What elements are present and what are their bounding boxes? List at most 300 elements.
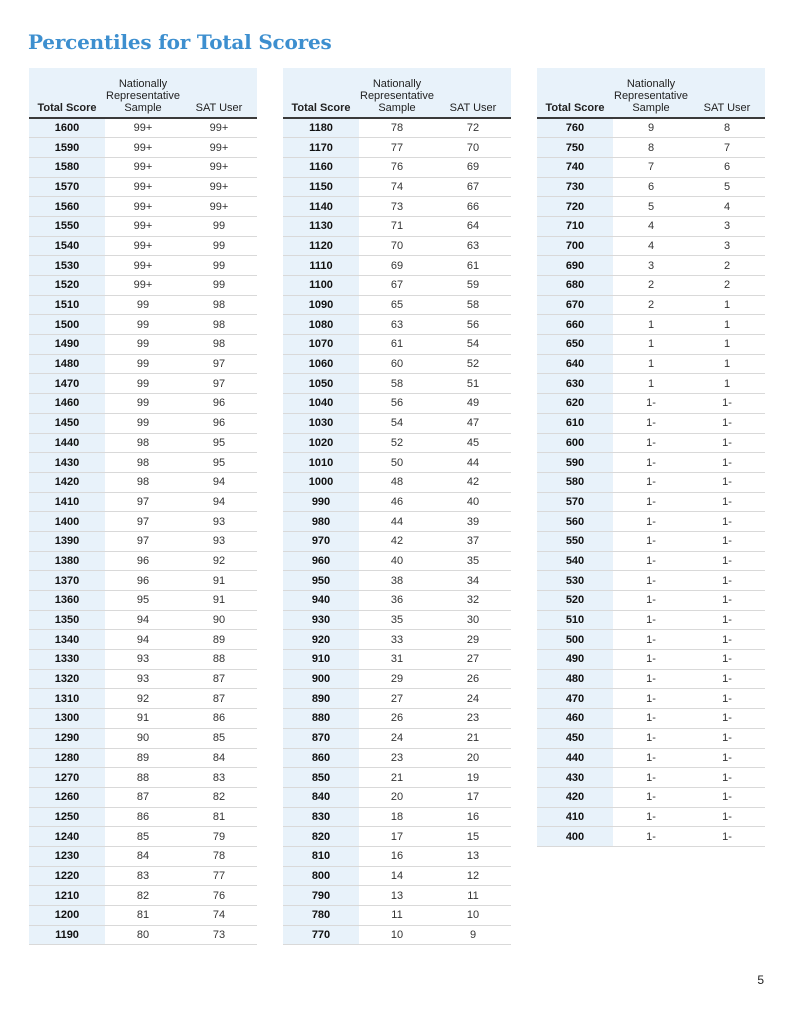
sat-user-cell: 58 — [435, 295, 511, 315]
sat-user-cell: 1- — [689, 453, 765, 473]
total-score-cell: 550 — [537, 531, 613, 551]
sat-user-cell: 21 — [435, 728, 511, 748]
total-score-cell: 1510 — [29, 295, 105, 315]
table-header-row — [283, 68, 511, 118]
national-sample-cell: 50 — [359, 453, 435, 473]
national-sample-cell: 20 — [359, 787, 435, 807]
national-sample-cell: 1- — [613, 551, 689, 571]
national-sample-cell: 99 — [105, 394, 181, 414]
table-row — [537, 630, 765, 650]
sat-user-cell: 19 — [435, 768, 511, 788]
table-row — [283, 216, 511, 236]
total-score-cell: 420 — [537, 787, 613, 807]
total-score-cell: 910 — [283, 650, 359, 670]
national-sample-cell: 11 — [359, 906, 435, 926]
table-row — [283, 472, 511, 492]
table-row — [537, 689, 765, 709]
table-row — [283, 846, 511, 866]
table-row — [29, 728, 257, 748]
page-number: 5 — [757, 973, 764, 987]
total-score-cell: 1120 — [283, 236, 359, 256]
total-score-cell: 1320 — [29, 669, 105, 689]
total-score-cell: 630 — [537, 374, 613, 394]
national-sample-cell: 54 — [359, 413, 435, 433]
table-row — [283, 866, 511, 886]
table-row — [283, 669, 511, 689]
table-row — [29, 354, 257, 374]
national-sample-cell: 1- — [613, 394, 689, 414]
table-row — [283, 492, 511, 512]
table-row — [29, 335, 257, 355]
total-score-cell: 740 — [537, 157, 613, 177]
sat-user-cell: 83 — [181, 768, 257, 788]
total-score-cell: 580 — [537, 472, 613, 492]
total-score-cell: 1300 — [29, 709, 105, 729]
total-score-cell: 1210 — [29, 886, 105, 906]
total-score-cell: 570 — [537, 492, 613, 512]
sat-user-cell: 97 — [181, 374, 257, 394]
table-row — [283, 827, 511, 847]
total-score-cell: 600 — [537, 433, 613, 453]
national-sample-cell: 63 — [359, 315, 435, 335]
national-sample-cell: 7 — [613, 157, 689, 177]
table-row — [29, 157, 257, 177]
sat-user-cell: 93 — [181, 512, 257, 532]
sat-user-cell: 67 — [435, 177, 511, 197]
sat-user-cell: 87 — [181, 669, 257, 689]
total-score-cell: 1250 — [29, 807, 105, 827]
national-sample-cell: 90 — [105, 728, 181, 748]
sat-user-cell: 16 — [435, 807, 511, 827]
national-sample-cell: 1- — [613, 453, 689, 473]
sat-user-cell: 98 — [181, 295, 257, 315]
total-score-cell: 510 — [537, 610, 613, 630]
sat-user-cell: 8 — [689, 118, 765, 138]
total-score-cell: 1240 — [29, 827, 105, 847]
table-header-row — [29, 68, 257, 118]
table-row — [29, 433, 257, 453]
sat-user-cell: 79 — [181, 827, 257, 847]
sat-user-cell: 61 — [435, 256, 511, 276]
sat-user-cell: 24 — [435, 689, 511, 709]
sat-user-cell: 6 — [689, 157, 765, 177]
sat-user-cell: 88 — [181, 650, 257, 670]
national-sample-cell: 60 — [359, 354, 435, 374]
sat-user-cell: 1 — [689, 354, 765, 374]
table-row — [29, 748, 257, 768]
total-score-cell: 900 — [283, 669, 359, 689]
total-score-cell: 1310 — [29, 689, 105, 709]
sat-user-cell: 1- — [689, 591, 765, 611]
national-sample-cell: 21 — [359, 768, 435, 788]
total-score-cell: 1400 — [29, 512, 105, 532]
total-score-cell: 970 — [283, 531, 359, 551]
table-row — [537, 827, 765, 847]
total-score-cell: 640 — [537, 354, 613, 374]
total-score-cell: 590 — [537, 453, 613, 473]
national-sample-cell: 97 — [105, 512, 181, 532]
national-sample-cell: 27 — [359, 689, 435, 709]
national-sample-cell: 77 — [359, 138, 435, 158]
total-score-cell: 430 — [537, 768, 613, 788]
table-row — [283, 709, 511, 729]
national-sample-cell: 93 — [105, 669, 181, 689]
total-score-cell: 1290 — [29, 728, 105, 748]
national-sample-cell: 76 — [359, 157, 435, 177]
table-row — [283, 354, 511, 374]
sat-user-cell: 72 — [435, 118, 511, 138]
total-score-cell: 780 — [283, 906, 359, 926]
sat-user-cell: 52 — [435, 354, 511, 374]
total-score-cell: 1500 — [29, 315, 105, 335]
national-sample-cell: 8 — [613, 138, 689, 158]
national-sample-cell: 83 — [105, 866, 181, 886]
national-sample-cell: 94 — [105, 630, 181, 650]
sat-user-cell: 96 — [181, 394, 257, 414]
total-score-cell: 1160 — [283, 157, 359, 177]
total-score-cell: 1480 — [29, 354, 105, 374]
national-sample-cell: 99+ — [105, 256, 181, 276]
total-score-cell: 940 — [283, 591, 359, 611]
national-sample-cell: 99 — [105, 413, 181, 433]
total-score-cell: 1490 — [29, 335, 105, 355]
national-sample-cell: 93 — [105, 650, 181, 670]
table-row — [29, 846, 257, 866]
national-sample-cell: 6 — [613, 177, 689, 197]
table-row — [29, 787, 257, 807]
sat-user-cell: 37 — [435, 531, 511, 551]
table-row — [29, 866, 257, 886]
total-score-cell: 1170 — [283, 138, 359, 158]
percentile-table-3 — [537, 68, 765, 847]
total-score-cell: 1560 — [29, 197, 105, 217]
table-row — [537, 216, 765, 236]
national-sample-cell: 1- — [613, 472, 689, 492]
table-row — [29, 216, 257, 236]
national-sample-cell: 98 — [105, 453, 181, 473]
total-score-cell: 760 — [537, 118, 613, 138]
table-row — [29, 650, 257, 670]
sat-user-cell: 85 — [181, 728, 257, 748]
total-score-cell: 1060 — [283, 354, 359, 374]
sat-user-cell: 1- — [689, 709, 765, 729]
table-row — [283, 453, 511, 473]
sat-user-cell: 29 — [435, 630, 511, 650]
national-sample-cell: 99+ — [105, 236, 181, 256]
national-sample-cell: 42 — [359, 531, 435, 551]
sat-user-cell: 17 — [435, 787, 511, 807]
table-row — [283, 787, 511, 807]
sat-user-cell: 59 — [435, 276, 511, 296]
national-sample-cell: 65 — [359, 295, 435, 315]
national-sample-cell: 81 — [105, 906, 181, 926]
total-score-cell: 1350 — [29, 610, 105, 630]
sat-user-cell: 13 — [435, 846, 511, 866]
total-score-cell: 1000 — [283, 472, 359, 492]
total-score-cell: 810 — [283, 846, 359, 866]
total-score-cell: 720 — [537, 197, 613, 217]
sat-user-cell: 3 — [689, 236, 765, 256]
sat-user-cell: 1- — [689, 413, 765, 433]
national-sample-cell: 52 — [359, 433, 435, 453]
national-sample-cell: 89 — [105, 748, 181, 768]
total-score-cell: 1190 — [29, 925, 105, 945]
table-row — [537, 374, 765, 394]
sat-user-cell: 84 — [181, 748, 257, 768]
national-sample-cell: 99+ — [105, 157, 181, 177]
table-row — [283, 394, 511, 414]
total-score-cell: 1520 — [29, 276, 105, 296]
total-score-cell: 1340 — [29, 630, 105, 650]
total-score-cell: 1540 — [29, 236, 105, 256]
total-score-cell: 1420 — [29, 472, 105, 492]
national-sample-cell: 1- — [613, 768, 689, 788]
table-row — [29, 886, 257, 906]
total-score-cell: 730 — [537, 177, 613, 197]
table-row — [29, 276, 257, 296]
total-score-cell: 660 — [537, 315, 613, 335]
national-sample-cell: 48 — [359, 472, 435, 492]
total-score-cell: 1110 — [283, 256, 359, 276]
total-score-cell: 1230 — [29, 846, 105, 866]
sat-user-cell: 93 — [181, 531, 257, 551]
national-sample-cell: 92 — [105, 689, 181, 709]
total-score-cell: 1590 — [29, 138, 105, 158]
total-score-cell: 610 — [537, 413, 613, 433]
table-row — [537, 394, 765, 414]
total-score-cell: 1010 — [283, 453, 359, 473]
sat-user-cell: 20 — [435, 748, 511, 768]
table-row — [29, 177, 257, 197]
table-row — [29, 768, 257, 788]
sat-user-cell: 1- — [689, 472, 765, 492]
national-sample-cell: 74 — [359, 177, 435, 197]
national-sample-cell: 26 — [359, 709, 435, 729]
total-score-cell: 1180 — [283, 118, 359, 138]
national-sample-cell: 99+ — [105, 118, 181, 138]
national-sample-cell: 1- — [613, 689, 689, 709]
national-sample-cell: 97 — [105, 531, 181, 551]
total-score-cell: 990 — [283, 492, 359, 512]
table-row — [537, 591, 765, 611]
national-sample-cell: 99+ — [105, 216, 181, 236]
table-row — [283, 610, 511, 630]
total-score-cell: 1200 — [29, 906, 105, 926]
sat-user-cell: 69 — [435, 157, 511, 177]
sat-user-cell: 1- — [689, 787, 765, 807]
national-sample-cell: 1- — [613, 433, 689, 453]
table-row — [283, 374, 511, 394]
table-row — [537, 138, 765, 158]
table-row — [283, 728, 511, 748]
sat-user-cell: 87 — [181, 689, 257, 709]
table-row — [283, 512, 511, 532]
national-sample-cell: 71 — [359, 216, 435, 236]
table-row — [283, 256, 511, 276]
sat-user-cell: 30 — [435, 610, 511, 630]
total-score-cell: 1460 — [29, 394, 105, 414]
table-row — [537, 709, 765, 729]
sat-user-cell: 11 — [435, 886, 511, 906]
total-score-cell: 870 — [283, 728, 359, 748]
national-sample-cell: 4 — [613, 236, 689, 256]
total-score-cell: 500 — [537, 630, 613, 650]
total-score-cell: 1450 — [29, 413, 105, 433]
sat-user-cell: 1- — [689, 551, 765, 571]
table-row — [29, 591, 257, 611]
national-sample-cell: 88 — [105, 768, 181, 788]
total-score-cell: 790 — [283, 886, 359, 906]
sat-user-cell: 97 — [181, 354, 257, 374]
national-sample-cell: 1- — [613, 591, 689, 611]
sat-user-cell: 27 — [435, 650, 511, 670]
sat-user-cell: 32 — [435, 591, 511, 611]
total-score-cell: 1550 — [29, 216, 105, 236]
table-row — [283, 591, 511, 611]
table-row — [283, 551, 511, 571]
header-nationally-representative-sample: Nationally Representative Sample — [105, 68, 181, 118]
sat-user-cell: 98 — [181, 315, 257, 335]
sat-user-cell: 1- — [689, 512, 765, 532]
table-row — [29, 315, 257, 335]
sat-user-cell: 99+ — [181, 177, 257, 197]
sat-user-cell: 1- — [689, 768, 765, 788]
national-sample-cell: 33 — [359, 630, 435, 650]
sat-user-cell: 94 — [181, 492, 257, 512]
table-row — [537, 650, 765, 670]
national-sample-cell: 16 — [359, 846, 435, 866]
total-score-cell: 1280 — [29, 748, 105, 768]
total-score-cell: 1600 — [29, 118, 105, 138]
national-sample-cell: 1- — [613, 531, 689, 551]
sat-user-cell: 12 — [435, 866, 511, 886]
table-row — [537, 748, 765, 768]
table-row — [283, 689, 511, 709]
sat-user-cell: 51 — [435, 374, 511, 394]
sat-user-cell: 5 — [689, 177, 765, 197]
total-score-cell: 410 — [537, 807, 613, 827]
header-nationally-representative-sample: Nationally Representative Sample — [613, 68, 689, 118]
table-row — [283, 531, 511, 551]
table-row — [29, 197, 257, 217]
national-sample-cell: 99+ — [105, 177, 181, 197]
national-sample-cell: 1 — [613, 354, 689, 374]
sat-user-cell: 9 — [435, 925, 511, 945]
sat-user-cell: 63 — [435, 236, 511, 256]
sat-user-cell: 99 — [181, 276, 257, 296]
national-sample-cell: 99+ — [105, 138, 181, 158]
sat-user-cell: 1 — [689, 295, 765, 315]
national-sample-cell: 1- — [613, 610, 689, 630]
table-row — [537, 315, 765, 335]
total-score-cell: 620 — [537, 394, 613, 414]
table-row — [283, 157, 511, 177]
table-row — [537, 256, 765, 276]
percentile-table-2 — [283, 68, 511, 945]
national-sample-cell: 13 — [359, 886, 435, 906]
table-row — [283, 315, 511, 335]
sat-user-cell: 1- — [689, 728, 765, 748]
table-row — [29, 256, 257, 276]
national-sample-cell: 1- — [613, 807, 689, 827]
table-row — [283, 138, 511, 158]
total-score-cell: 960 — [283, 551, 359, 571]
table-row — [537, 531, 765, 551]
header-total-score: Total Score — [29, 68, 105, 118]
table-row — [283, 433, 511, 453]
sat-user-cell: 99+ — [181, 197, 257, 217]
national-sample-cell: 98 — [105, 472, 181, 492]
sat-user-cell: 90 — [181, 610, 257, 630]
national-sample-cell: 1- — [613, 413, 689, 433]
sat-user-cell: 98 — [181, 335, 257, 355]
national-sample-cell: 1- — [613, 709, 689, 729]
sat-user-cell: 44 — [435, 453, 511, 473]
total-score-cell: 1020 — [283, 433, 359, 453]
header-nationally-representative-sample: Nationally Representative Sample — [359, 68, 435, 118]
table-row — [537, 768, 765, 788]
sat-user-cell: 1- — [689, 630, 765, 650]
header-total-score: Total Score — [283, 68, 359, 118]
total-score-cell: 710 — [537, 216, 613, 236]
national-sample-cell: 31 — [359, 650, 435, 670]
table-row — [537, 669, 765, 689]
national-sample-cell: 96 — [105, 571, 181, 591]
sat-user-cell: 66 — [435, 197, 511, 217]
table-row — [283, 630, 511, 650]
sat-user-cell: 15 — [435, 827, 511, 847]
sat-user-cell: 35 — [435, 551, 511, 571]
percentile-table-1 — [29, 68, 257, 945]
total-score-cell: 930 — [283, 610, 359, 630]
national-sample-cell: 38 — [359, 571, 435, 591]
total-score-cell: 560 — [537, 512, 613, 532]
table-row — [283, 748, 511, 768]
total-score-cell: 1070 — [283, 335, 359, 355]
total-score-cell: 890 — [283, 689, 359, 709]
sat-user-cell: 3 — [689, 216, 765, 236]
total-score-cell: 1370 — [29, 571, 105, 591]
national-sample-cell: 36 — [359, 591, 435, 611]
sat-user-cell: 99+ — [181, 138, 257, 158]
table-row — [283, 118, 511, 138]
national-sample-cell: 23 — [359, 748, 435, 768]
total-score-cell: 440 — [537, 748, 613, 768]
national-sample-cell: 94 — [105, 610, 181, 630]
national-sample-cell: 18 — [359, 807, 435, 827]
national-sample-cell: 1- — [613, 630, 689, 650]
total-score-cell: 1080 — [283, 315, 359, 335]
national-sample-cell: 29 — [359, 669, 435, 689]
national-sample-cell: 1 — [613, 374, 689, 394]
total-score-cell: 850 — [283, 768, 359, 788]
table-row — [537, 571, 765, 591]
national-sample-cell: 98 — [105, 433, 181, 453]
table-row — [29, 669, 257, 689]
sat-user-cell: 1- — [689, 610, 765, 630]
national-sample-cell: 69 — [359, 256, 435, 276]
total-score-cell: 690 — [537, 256, 613, 276]
total-score-cell: 1260 — [29, 787, 105, 807]
total-score-cell: 1580 — [29, 157, 105, 177]
total-score-cell: 670 — [537, 295, 613, 315]
national-sample-cell: 1- — [613, 512, 689, 532]
total-score-cell: 1430 — [29, 453, 105, 473]
national-sample-cell: 40 — [359, 551, 435, 571]
national-sample-cell: 70 — [359, 236, 435, 256]
table-row — [537, 807, 765, 827]
table-row — [29, 453, 257, 473]
